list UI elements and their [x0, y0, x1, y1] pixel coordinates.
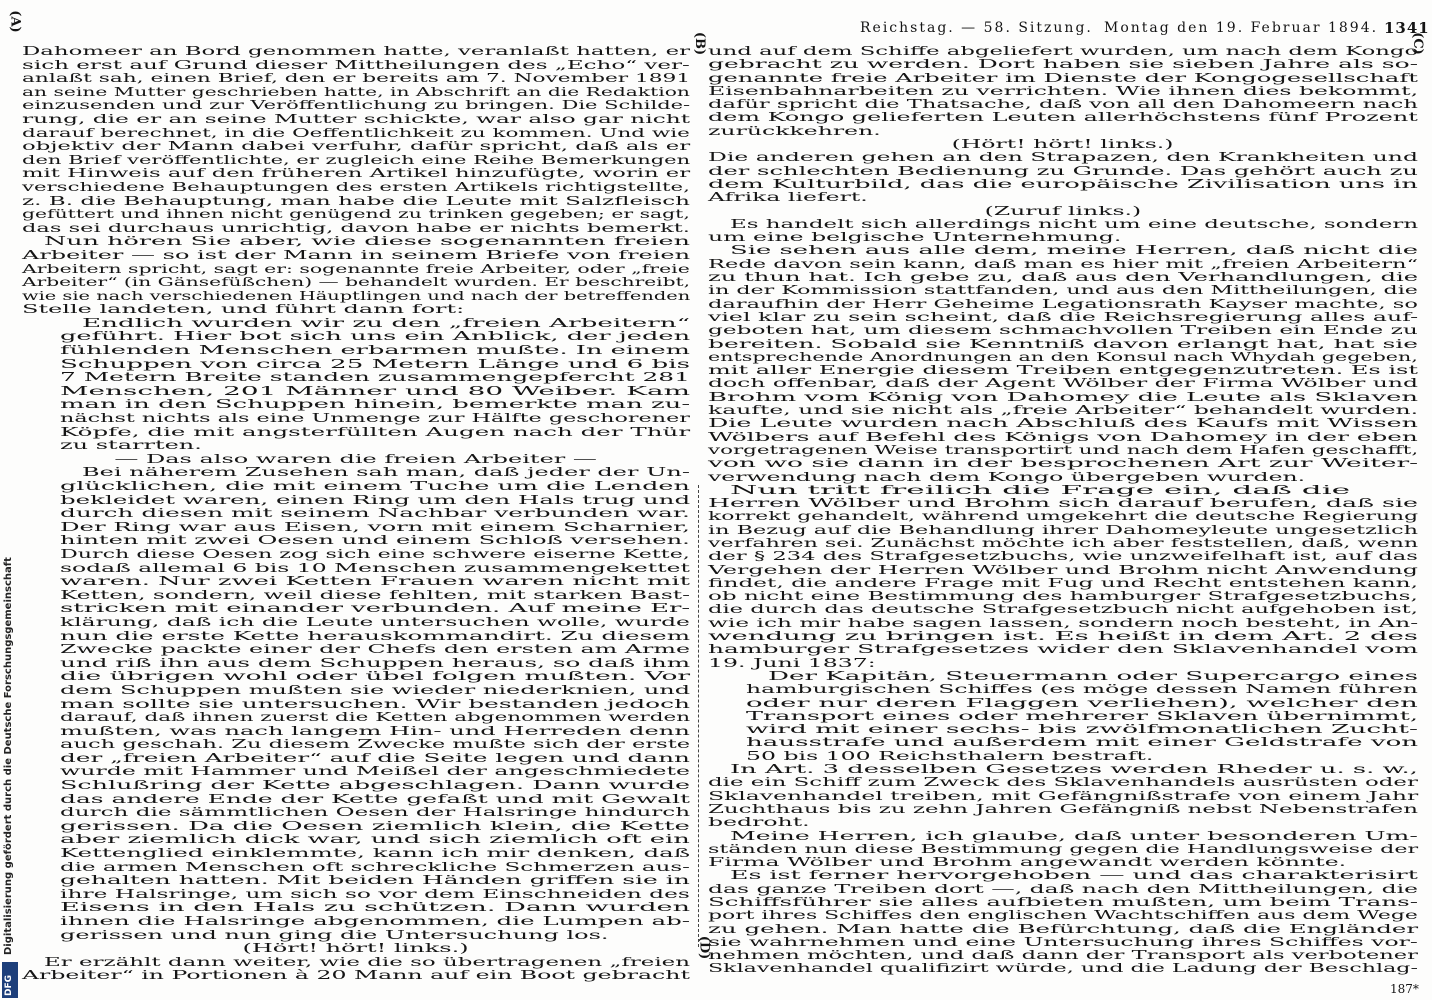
text-line	[708, 750, 1418, 763]
line-text: nun die erste Kette herauskommandirt. Zu diesem	[60, 628, 691, 643]
text-line	[708, 790, 1418, 803]
line-text: auch geschah. Zu diesem Zwecke mußte sich der erste	[60, 737, 691, 752]
text-line	[708, 72, 1418, 85]
interjection-text: (Zuruf links.)	[984, 203, 1142, 218]
interjection-text: (Hört! hört! links.)	[242, 941, 470, 956]
text-line	[22, 765, 690, 779]
text-line	[708, 471, 1418, 484]
text-line	[22, 127, 690, 141]
text-line	[22, 888, 690, 902]
line-text: zurückkehren.	[708, 123, 881, 138]
line-text: das ganze Treiben dort —, daß nach den Mittheilungen, die	[708, 881, 1419, 896]
line-text: Sklavenhandel qualifizirt würde, und die Ladung der Beschlag-	[708, 961, 1418, 976]
text-line	[708, 856, 1418, 869]
text-line	[708, 909, 1418, 922]
line-text: bereiten. Sobald sie Kenntniß davon erlangt hat, hat sie	[708, 336, 1419, 351]
line-text: zu gehen. Man hatte die Befürchtung, daß die Engländer	[708, 921, 1419, 936]
text-line	[708, 736, 1418, 749]
line-text: Stelle landeten, und führt dann fort:	[22, 302, 465, 317]
text-line	[22, 113, 690, 127]
line-text: Es ist ferner hervorgehoben — und das charakterisirt	[730, 868, 1418, 883]
line-text: vorgetragenen Weise transportirt und nach dem Hafen geschafft,	[708, 442, 1419, 457]
line-text: an seine Mutter geschrieben hatte, in Abschrift an die Redaktion	[22, 84, 690, 99]
text-line	[22, 861, 690, 875]
text-line	[22, 833, 690, 847]
line-text: sie wahrnehmen und eine Untersuchung ihres Schiffes vor-	[708, 934, 1418, 949]
line-text: Vergehen der Herren Wölber und Brohm nicht Anwendung	[708, 562, 1418, 577]
text-line	[708, 98, 1418, 111]
line-text: gerissen und nun ging die Untersuchung los.	[60, 927, 609, 942]
text-line	[22, 208, 690, 222]
text-line	[22, 303, 690, 317]
text-line	[708, 484, 1418, 497]
line-text: glücklichen, die mit einem Tuche um die Lenden	[60, 479, 690, 493]
line-text: waren. Nur zwei Ketten Frauen waren nicht mit	[60, 574, 690, 589]
text-line	[22, 725, 690, 739]
text-line	[708, 284, 1418, 297]
line-text: hinten mit zwei Oesen und einem Schloß versehen.	[60, 533, 690, 548]
line-text: zu thun hat. Ich gebe zu, daß aus den Verhandlungen, die	[708, 270, 1419, 285]
column-divider	[698, 485, 699, 947]
text-line	[708, 896, 1418, 909]
line-text: Firma Wölber und Brohm angewandt werden könnte.	[708, 855, 1347, 870]
text-line	[708, 723, 1418, 736]
text-line	[708, 630, 1418, 643]
text-line	[22, 385, 690, 399]
text-line	[22, 494, 690, 508]
line-text: Eisenbahnarbeiten zu verrichten. Wie ihnen dies bekommt,	[708, 83, 1419, 98]
line-text: Der Kapitän, Steuermann oder Supercargo eines	[768, 668, 1419, 683]
line-text: wurde mit Hammer und Meißel der angeschmiedete	[60, 764, 691, 779]
right-column	[708, 45, 1418, 976]
text-line	[22, 901, 690, 915]
line-text: dem Kongo gelieferten Leuten allerhöchstens fünf Prozent	[708, 110, 1418, 125]
line-text: Köpfe, die mit angsterfüllten Augen nach der Thür	[60, 424, 691, 439]
line-text: Sie sehen aus alle dem, meine Herren, daß nicht die	[730, 243, 1419, 258]
text-line	[708, 151, 1418, 164]
text-line	[708, 949, 1418, 962]
text-line	[708, 510, 1418, 523]
text-line	[708, 537, 1418, 550]
line-text: mit aller Energie diesem Treiben entgegenzutreten. Es ist	[708, 363, 1419, 378]
line-text: rung, die er an seine Mutter schickte, war also gar nicht	[22, 111, 691, 126]
line-text: Kettenglied einklemmte, kann ich mir denken, daß	[60, 846, 691, 861]
line-text: Meine Herren, ich glaube, daß unter besonderen Um-	[730, 828, 1418, 843]
text-line	[22, 330, 690, 344]
text-line	[22, 969, 690, 983]
line-text: z. B. die Behauptung, man habe die Leute mit Salzfleisch	[22, 193, 691, 208]
text-line	[708, 377, 1418, 390]
text-line	[22, 630, 690, 644]
line-text: 50 bis 100 Reichsthalern bestraft.	[746, 748, 1154, 763]
line-text: Die anderen gehen an den Strapazen, den Krankheiten und	[708, 150, 1418, 165]
line-text: geführt. Hier bot sich uns ein Anblick, der jeden	[60, 329, 691, 344]
line-text: in der Kommission stattfanden, und aus den Mittheilungen, die	[708, 283, 1418, 298]
text-line	[22, 45, 690, 59]
margin-marker-c: (C)	[1409, 32, 1425, 55]
line-text: doch offenbar, daß der Agent Wölber der Firma Wölber und	[708, 376, 1419, 391]
line-text: mußten, was nach langem Hin- und Herreden denn	[60, 723, 690, 738]
text-line	[22, 507, 690, 521]
line-text: ob nicht eine Bestimmung des hamburger Strafgesetzbuchs,	[708, 589, 1418, 604]
line-text: fühlenden Menschen erbarmen mußte. In einem	[60, 343, 691, 358]
line-text: wendung zu bringen ist. Es heißt in dem Art. 2 des	[708, 629, 1418, 644]
text-line	[708, 364, 1418, 377]
line-text: viel klar zu sein scheint, daß die Reichsregierung alles auf-	[708, 309, 1419, 324]
line-text: darauf, daß ihnen zuerst die Ketten abgenommen werden	[60, 710, 691, 725]
line-text: nächst nichts als eine Unmenge zur Hälfte geschorener	[60, 411, 690, 426]
line-text: darauf berechnet, in die Oeffentlichkeit zu kommen. Und wie	[22, 125, 690, 140]
text-line	[22, 358, 690, 372]
line-text: der „freien Arbeiter“ auf die Seite legen und dann	[60, 750, 690, 765]
sheet-signature: 187*	[1390, 982, 1419, 996]
text-line	[22, 929, 690, 943]
text-line	[22, 616, 690, 630]
line-text: findet, die andere Frage mit Fug und Recht entstehen kann,	[708, 575, 1418, 590]
text-line	[22, 942, 690, 956]
text-line	[708, 178, 1418, 191]
line-text: Die Leute wurden nach Abschluß des Kaufs mit Wissen	[708, 416, 1418, 431]
text-line	[708, 271, 1418, 284]
text-line	[708, 338, 1418, 351]
text-line	[22, 439, 690, 453]
line-text: Afrika liefert.	[708, 190, 868, 205]
line-text: Menschen, 201 Männer und 80 Weiber. Kam	[60, 383, 691, 398]
line-text: objektiv der Mann dabei verfuhr, dafür spricht, daß als er	[22, 139, 691, 154]
line-text: kaufte, und sie nicht als „freie Arbeiter“ behandelt wurden.	[708, 403, 1419, 418]
line-text: Rede davon sein kann, daß man es hier mit „freien Arbeitern“	[708, 256, 1419, 271]
header-date: Montag den 19. Februar 1894.	[1104, 20, 1379, 36]
text-line	[22, 534, 690, 548]
text-line	[22, 154, 690, 168]
line-text: ihnen die Halsringe abgenommen, die Lumpen ab-	[60, 914, 691, 928]
line-text: hausstrafe und außerdem mit einer Geldstrafe von	[746, 735, 1419, 750]
line-text: Nun tritt freilich die Frage ein, daß die	[730, 482, 1351, 497]
text-line	[708, 830, 1418, 843]
line-text: ständen nun diese Bestimmung gegen die Handlungsweise der	[708, 841, 1419, 856]
line-text: Nun hören Sie aber, wie diese sogenannten freien	[44, 234, 691, 249]
line-text: durch die sämmtlichen Oesen der Halsringe hindurch	[60, 805, 691, 820]
text-line	[22, 670, 690, 684]
text-line	[708, 657, 1418, 670]
text-line	[22, 86, 690, 100]
line-text: gefüttert und ihnen nicht genügend zu trinken gegeben; er sagt,	[22, 207, 690, 222]
margin-marker-a: (A)	[7, 10, 23, 33]
text-line	[22, 684, 690, 698]
text-line	[708, 111, 1418, 124]
line-text: oder nur deren Flaggen verliehen), welcher den	[746, 695, 1418, 710]
line-text: Zwecke packte einer der Chefs den ersten am Arme	[60, 642, 691, 657]
text-line	[22, 874, 690, 888]
text-line	[708, 205, 1418, 218]
line-text: bekleidet waren, einen Ring um den Hals trug und	[60, 492, 691, 507]
text-line	[22, 657, 690, 671]
line-text: Arbeiter“ in Portionen à 20 Mann auf ein Boot gebracht	[22, 968, 690, 983]
page-number: 1341	[1384, 19, 1430, 37]
text-line	[708, 697, 1418, 710]
text-line	[22, 453, 690, 467]
text-line	[708, 603, 1418, 616]
line-text: anlaßt sah, einen Brief, den er bereits am 7. November 1891	[22, 71, 691, 86]
text-line	[22, 820, 690, 834]
line-text: man in den Schuppen hinein, bemerkte man zu-	[60, 397, 691, 412]
text-line	[708, 590, 1418, 603]
line-text: die übrigen wohl oder übel folgen mußten. Vor	[60, 669, 691, 684]
line-text: von wo sie dann in der besprochenen Art zur Weiter-	[708, 456, 1419, 471]
text-line	[22, 562, 690, 576]
text-line	[22, 195, 690, 209]
line-text: Sklavenhandel treiben, mit Gefängnißstrafe von einem Jahr	[708, 788, 1419, 803]
text-line	[708, 457, 1418, 470]
line-text: sich erst auf Grund dieser Mittheilungen des „Echo“ ver-	[22, 57, 690, 72]
line-text: dem Schuppen mußten sie wieder niederknien, und	[60, 682, 691, 697]
dfg-logo	[2, 962, 18, 998]
text-line	[708, 404, 1418, 417]
line-text: durch diesen mit seinem Nachbar verbunden war.	[60, 506, 690, 521]
line-text: stricken mit einander verbunden. Auf meine Er-	[60, 601, 691, 616]
text-line	[708, 617, 1418, 630]
text-line	[22, 466, 690, 480]
text-line	[708, 165, 1418, 178]
text-line	[22, 793, 690, 807]
text-line	[22, 602, 690, 616]
text-line	[22, 956, 690, 970]
line-text: um eine belgische Unternehmung.	[708, 230, 1122, 245]
line-text: die armen Menschen oft schreckliche Schmerzen aus-	[60, 859, 690, 874]
text-line	[708, 524, 1418, 537]
text-line	[22, 806, 690, 820]
text-line	[708, 391, 1418, 404]
text-line	[22, 779, 690, 793]
line-text: wird mit einer sechs- bis zwölfmonatlichen Zucht-	[746, 722, 1418, 737]
text-line	[22, 263, 690, 277]
line-text: 7 Metern Breite standen zusammengepfercht 281	[60, 370, 690, 385]
text-line	[708, 231, 1418, 244]
text-line	[22, 371, 690, 385]
text-line	[22, 398, 690, 412]
text-line	[708, 431, 1418, 444]
left-column	[22, 45, 690, 983]
text-line	[708, 444, 1418, 457]
line-text: klärung, daß ich die Leute untersuchen wolle, wurde	[60, 614, 690, 629]
line-text: nehmen möchten, und daß dann der Transport als verbotener	[708, 948, 1418, 963]
text-line	[708, 763, 1418, 776]
text-line	[708, 683, 1418, 696]
line-text: zu starrten.	[60, 438, 202, 453]
line-text: wie sie nach verschiedenen Häuptlingen und nach der betreffenden	[22, 288, 691, 303]
line-text: wie ich mir habe sagen lassen, sondern noch besteht, in An-	[708, 615, 1419, 630]
line-text: die ein Schiff zum Zweck des Sklavenhandels ausrüsten oder	[708, 775, 1418, 790]
text-line	[22, 698, 690, 712]
text-line	[708, 869, 1418, 882]
text-line	[22, 222, 690, 236]
text-line	[708, 883, 1418, 896]
line-text: gehalten hatten. Mit beiden Händen griffen sie in	[60, 873, 690, 888]
line-text: entsprechende Anordnungen an den Konsul nach Whydah gegeben,	[708, 349, 1418, 364]
line-text: Der Ring war aus Eisen, vorn mit einem Scharnier,	[60, 519, 690, 534]
text-line	[708, 776, 1418, 789]
line-text: aber ziemlich dick war, und sich ziemlich oft ein	[60, 832, 690, 847]
text-line	[22, 276, 690, 290]
line-text: Arbeiter“ (in Gänsefüßchen) — behandelt wurden. Er beschreibt,	[22, 275, 691, 290]
line-text: die durch das deutsche Strafgesetzbuch nicht aufgehoben ist,	[708, 602, 1418, 617]
line-text: hamburger Strafgesetzes wider den Sklavenhandel vom	[708, 642, 1418, 657]
line-text: dafür spricht die Thatsache, daß von all den Dahomeern nach	[708, 97, 1418, 112]
text-line	[708, 564, 1418, 577]
line-text: dem Kulturbild, das die europäische Zivilisation uns in	[708, 176, 1418, 191]
text-line	[708, 923, 1418, 936]
text-line	[22, 59, 690, 73]
text-line	[708, 710, 1418, 723]
text-line	[708, 577, 1418, 590]
line-text: Ketten, sondern, weil diese fehlten, mit starken Bast-	[60, 587, 691, 602]
text-line	[22, 521, 690, 535]
line-text: gerissen. Da die Oesen ziemlich klein, die Kette	[60, 818, 690, 833]
text-line	[708, 962, 1418, 975]
line-text: Wölbers auf Befehl des Königs von Dahomey in der eben	[708, 429, 1418, 444]
line-text: geboten hat, um diesem schmachvollen Treiben ein Ende zu	[708, 323, 1418, 338]
line-text: Brohm vom König von Dahomey die Leute als Sklaven	[708, 389, 1419, 404]
text-line	[708, 843, 1418, 856]
line-text: Zuchthaus bis zu zehn Jahren Gefängniß nebst Nebenstrafen	[708, 801, 1418, 816]
line-text: in Bezug auf die Behandlung ihrer Dahomeyleute ungesetzlich	[708, 522, 1419, 537]
text-line	[22, 711, 690, 725]
line-text: Es handelt sich allerdings nicht um eine deutsche, sondern	[730, 216, 1419, 231]
text-line	[22, 752, 690, 766]
line-text: mit Hinweis auf den früheren Artikel hinzufügte, worin er	[22, 166, 691, 181]
line-text: und riß ihn aus dem Schuppen heraus, so daß ihm	[60, 655, 691, 670]
line-text: einzusenden und zur Veröffentlichung zu bringen. Die Schilde-	[22, 98, 691, 113]
text-line	[708, 298, 1418, 311]
line-text: Schlußring der Kette abgeschlagen. Dann wurde	[60, 778, 691, 793]
text-line	[22, 72, 690, 86]
line-text: Durch diese Oesen zog sich eine schwere eiserne Kette,	[60, 546, 690, 561]
line-text: Transport eines oder mehrerer Sklaven übernimmt,	[746, 708, 1418, 723]
text-line	[22, 249, 690, 263]
line-text: daraufhin der Herr Geheime Legationsrath Kayser machte, so	[708, 296, 1418, 311]
text-line	[708, 138, 1418, 151]
text-line	[708, 803, 1418, 816]
line-text: den Brief veröffentlichte, er zugleich eine Reihe Bemerkungen	[22, 152, 691, 167]
line-text: das andere Ende der Kette gefaßt und mit Gewalt	[60, 791, 691, 806]
line-text: genannte freie Arbeiter im Dienste der Kongogesellschaft	[708, 70, 1419, 85]
line-text: Arbeiter — so ist der Mann in seinem Briefe von freien	[22, 247, 691, 262]
text-line	[22, 426, 690, 440]
text-line	[708, 258, 1418, 271]
text-line	[708, 816, 1418, 829]
text-line	[22, 480, 690, 494]
text-line	[708, 45, 1418, 58]
line-text: Schuppen von circa 25 Metern Länge und 6 bis	[60, 356, 691, 371]
interjection-text: (Hört! hört! links.)	[952, 137, 1174, 152]
line-text: verwendung nach dem Kongo übergeben wurden.	[708, 469, 1306, 484]
text-line	[22, 140, 690, 154]
line-text: sodaß allemal 6 bis 10 Menschen zusammengekettet	[60, 560, 690, 575]
line-text: man sollte sie untersuchen. Wir bestanden jedoch	[60, 696, 691, 711]
dfg-logo-text: DFG	[4, 974, 14, 996]
text-line	[708, 311, 1418, 324]
line-text: port ihres Schiffes den englischen Wachtschiffen aus dem Wege	[708, 908, 1418, 923]
text-line	[708, 936, 1418, 949]
dfg-digitization-note: Digitalisierung gefördert durch die Deutsche Forschungsgemeinschaft	[3, 557, 14, 955]
line-text: bedroht.	[708, 815, 810, 830]
text-line	[708, 351, 1418, 364]
text-line	[22, 317, 690, 331]
text-line	[22, 235, 690, 249]
text-line	[22, 99, 690, 113]
line-text: Er erzählt dann weiter, wie die so übertragenen „freien	[44, 954, 691, 969]
text-line	[22, 344, 690, 358]
line-text: hamburgischen Schiffes (es möge dessen Namen führen	[746, 682, 1418, 697]
text-line	[708, 643, 1418, 656]
line-text: Arbeitern spricht, sagt er: sogenannte freie Arbeiter, oder „freie	[22, 261, 690, 276]
text-line	[22, 738, 690, 752]
line-text: Schiffsführer sie alles aufbieten mußten, um beim Trans-	[708, 895, 1418, 909]
line-text: 19. Juni 1837:	[708, 655, 876, 670]
text-line	[708, 58, 1418, 71]
text-line	[708, 125, 1418, 138]
line-text: verschiedene Behauptungen des ersten Artikels richtigstellte,	[22, 179, 690, 194]
line-text: Dahomeer an Bord genommen hatte, veranlaßt hatten, er	[22, 44, 690, 58]
text-line	[708, 497, 1418, 510]
margin-marker-d: (D)	[696, 935, 712, 960]
line-text: der schlechten Bedienung zu Grunde. Das gehört auch zu	[708, 163, 1418, 178]
line-text: das sei durchaus unrichtig, davon habe er nichts bemerkt.	[22, 220, 690, 235]
text-line	[22, 290, 690, 304]
header-title: Reichstag. — 58. Sitzung.	[860, 20, 1093, 36]
line-text: und auf dem Schiffe abgeliefert wurden, um nach dem Kongo	[708, 44, 1419, 58]
line-text: Bei näherem Zusehen sah man, daß jeder der Un-	[82, 465, 690, 480]
line-text: der § 234 des Strafgesetzbuchs, wie unzweifelhaft ist, auf das	[708, 549, 1418, 564]
line-text: Herren Wölber und Brohm sich darauf berufen, daß sie	[708, 496, 1419, 511]
text-line	[22, 643, 690, 657]
text-line	[22, 915, 690, 929]
remark-text: — Das also waren die freien Arbeiter —	[114, 451, 598, 466]
text-line	[22, 181, 690, 195]
line-text: korrekt gehandelt, während umgekehrt die deutsche Regierung	[708, 509, 1419, 524]
line-text: ihre Halsringe, um sich so vor dem Einschneiden des	[60, 886, 690, 901]
text-line	[22, 548, 690, 562]
text-line	[708, 85, 1418, 98]
line-text: In Art. 3 desselben Gesetzes werden Rheder u. s. w.,	[730, 762, 1418, 777]
line-text: Eisens in den Hals zu schützen. Dann wurden	[60, 900, 691, 915]
text-line	[708, 417, 1418, 430]
text-line	[708, 670, 1418, 683]
text-line	[22, 847, 690, 861]
text-line	[708, 244, 1418, 257]
text-line	[708, 218, 1418, 231]
margin-marker-b: (B)	[692, 31, 708, 56]
text-line	[22, 575, 690, 589]
text-line	[22, 589, 690, 603]
text-line	[708, 550, 1418, 563]
text-line	[708, 324, 1418, 337]
line-text: gebracht zu werden. Dort haben sie sieben Jahre als so-	[708, 57, 1419, 72]
text-line	[708, 191, 1418, 204]
line-text: Endlich wurden wir zu den „freien Arbeitern“	[82, 315, 691, 330]
text-line	[22, 167, 690, 181]
line-text: verfahren sei. Zunächst möchte ich aber feststellen, daß, wenn	[708, 535, 1419, 550]
text-line	[22, 412, 690, 426]
